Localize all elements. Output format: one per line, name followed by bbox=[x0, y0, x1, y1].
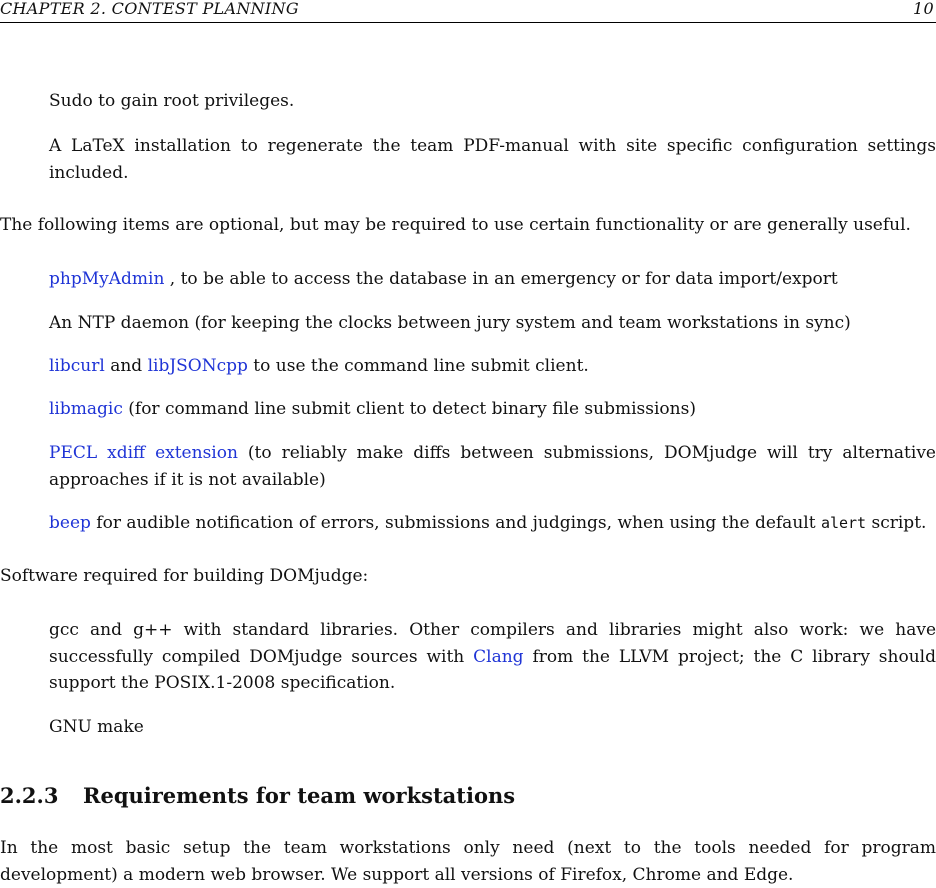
list-item-gcc bbox=[49, 617, 936, 697]
list-item-phpmyadmin bbox=[49, 266, 936, 293]
beep-link[interactable]: beep bbox=[49, 513, 91, 533]
gcc-description: gcc and g++ with standard libraries. Other compilers and libraries might also work: we have successfully compiled DOMjudge sources with bbox=[49, 620, 936, 667]
and-text: and bbox=[104, 356, 148, 376]
list-item-ntp: An NTP daemon (for keeping the clocks between jury system and team workstations in sync) bbox=[49, 313, 851, 333]
build-intro: Software required for building DOMjudge: bbox=[0, 566, 369, 586]
list-item-libmagic bbox=[49, 396, 936, 423]
chapter-title: CHAPTER 2. CONTEST PLANNING bbox=[0, 0, 299, 18]
libcurl-link[interactable]: libcurl bbox=[49, 356, 105, 376]
list-item-pecl-xdiff bbox=[49, 440, 936, 493]
clang-link[interactable]: Clang bbox=[473, 646, 524, 667]
gcc-description-end: from the LLVM project; the C library should support the POSIX.1-2008 specification. bbox=[49, 646, 936, 693]
beep-description: for audible notification of errors, submissions and judgings, when using the default bbox=[90, 513, 821, 533]
list-item-sudo: Sudo to gain root privileges. bbox=[49, 91, 295, 111]
beep-end: script. bbox=[866, 513, 927, 533]
phpmyadmin-description: , to be able to access the database in an emergency or for data import/export bbox=[164, 269, 838, 289]
list-item-gnu-make: GNU make bbox=[49, 717, 144, 737]
pecl-xdiff-link[interactable]: PECL xdiff extension bbox=[49, 443, 238, 463]
pecl-xdiff-description: (to reliably make diffs between submissions, DOMjudge will try alternative approaches if it is not available) bbox=[49, 443, 936, 490]
libjsoncpp-link[interactable]: libJSONcpp bbox=[147, 356, 248, 376]
list-item-beep bbox=[49, 510, 936, 537]
running-header bbox=[0, 0, 936, 23]
libjsoncpp-description: to use the command line submit client. bbox=[247, 356, 589, 376]
list-item-latex: A LaTeX installation to regenerate the team PDF-manual with site specific configuration settings included. bbox=[49, 136, 936, 183]
page-number: 10 bbox=[913, 0, 934, 18]
closing-paragraph: In the most basic setup the team workstations only need (next to the tools needed for program development) a modern web browser. We support all versions of Firefox, Chrome and Edge. bbox=[0, 838, 936, 885]
phpmyadmin-link[interactable]: phpMyAdmin bbox=[49, 269, 165, 289]
list-item-libcurl bbox=[49, 353, 936, 380]
libmagic-description: (for command line submit client to detect binary file submissions) bbox=[122, 399, 696, 419]
alert-code: alert bbox=[820, 514, 867, 532]
section-heading bbox=[0, 782, 936, 810]
section-title: Requirements for team workstations bbox=[83, 783, 516, 808]
libmagic-link[interactable]: libmagic bbox=[49, 399, 123, 419]
optional-intro: The following items are optional, but may be required to use certain functionality or are generally useful. bbox=[0, 215, 911, 235]
section-number: 2.2.3 bbox=[0, 783, 59, 808]
